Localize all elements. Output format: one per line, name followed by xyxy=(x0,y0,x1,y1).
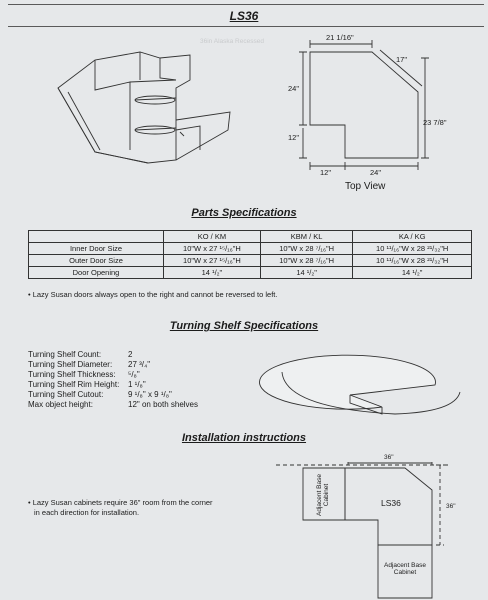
row-label: Door Opening xyxy=(29,267,164,279)
install-dim-top: 36" xyxy=(384,454,394,461)
adjacent-top-line1: Adjacent Base xyxy=(316,474,323,516)
table-cell: 14 ¹/₂" xyxy=(260,267,353,279)
turning-shelf-title: Turning Shelf Specifications xyxy=(169,320,319,332)
adjacent-cabinet-top xyxy=(316,465,330,525)
table-cell: 10 ¹¹/₁₆"W x 28 ²¹/₃₂"H xyxy=(353,243,472,255)
installation-note-line2: in each direction for installation. xyxy=(34,508,140,517)
table-cell: 14 ¹/₂" xyxy=(353,267,472,279)
table-cell: 10"W x 28 ⁷/₁₆"H xyxy=(260,255,353,267)
table-cell: 10"W x 27 ¹⁵/₁₆"H xyxy=(164,243,261,255)
adjacent-bottom-line1: Adjacent Base xyxy=(384,562,426,569)
shelf-value: 2 xyxy=(128,350,133,359)
shelf-label: Turning Shelf Diameter: xyxy=(28,360,113,369)
row-label: Inner Door Size xyxy=(29,243,164,255)
dim-bottom-right: 24" xyxy=(370,168,382,177)
shelf-value: 1 ¹/₈" xyxy=(128,380,146,389)
dim-left-lower: 12" xyxy=(288,133,300,142)
table-cell: 10"W x 28 ⁷/₁₆"H xyxy=(260,243,353,255)
parts-note: • Lazy Susan doors always open to the right and cannot be reversed to left. xyxy=(28,290,278,299)
dim-right: 23 7/8" xyxy=(423,118,447,127)
dim-angle: 17" xyxy=(396,55,408,64)
parts-spec-title: Parts Specifications xyxy=(191,207,297,219)
column-header: KA / KG xyxy=(353,231,472,243)
dim-left-upper: 24" xyxy=(288,84,300,93)
shelf-label: Max object height: xyxy=(28,400,93,409)
model-code-title: LS36 xyxy=(229,9,259,23)
adjacent-top-line2: Cabinet xyxy=(323,483,330,507)
shelf-value: ⁵/₈" xyxy=(128,370,140,379)
faded-header-text: 36in Alaska Recessed xyxy=(200,38,264,45)
dim-top: 21 1/16" xyxy=(326,33,354,42)
dim-bottom-left: 12" xyxy=(320,168,332,177)
adjacent-bottom-line2: Cabinet xyxy=(393,569,417,576)
column-header: KBM / KL xyxy=(260,231,353,243)
shelf-label: Turning Shelf Thickness: xyxy=(28,370,116,379)
shelf-value: 12" on both shelves xyxy=(128,400,198,409)
install-cabinet-label: LS36 xyxy=(381,498,401,508)
table-cell: 10"W x 27 ¹⁵/₁₆"H xyxy=(164,255,261,267)
shelf-label: Turning Shelf Count: xyxy=(28,350,102,359)
shelf-label: Turning Shelf Rim Height: xyxy=(28,380,120,389)
top-view-caption: Top View xyxy=(345,181,386,192)
shelf-value: 27 ³/₄" xyxy=(128,360,151,369)
installation-note-line1: • Lazy Susan cabinets require 36" room from the corner xyxy=(28,498,213,507)
adjacent-cabinet-bottom xyxy=(378,562,432,576)
shelf-value: 9 ¹/₈" x 9 ¹/₈" xyxy=(128,390,172,399)
shelf-label: Turning Shelf Cutout: xyxy=(28,390,104,399)
table-cell: 14 ¹/₂" xyxy=(164,267,261,279)
row-label: Outer Door Size xyxy=(29,255,164,267)
installation-title: Installation instructions xyxy=(181,432,307,444)
table-cell: 10 ¹¹/₁₆"W x 28 ²¹/₃₂"H xyxy=(353,255,472,267)
column-header: KO / KM xyxy=(164,231,261,243)
install-dim-right: 36" xyxy=(446,503,456,510)
